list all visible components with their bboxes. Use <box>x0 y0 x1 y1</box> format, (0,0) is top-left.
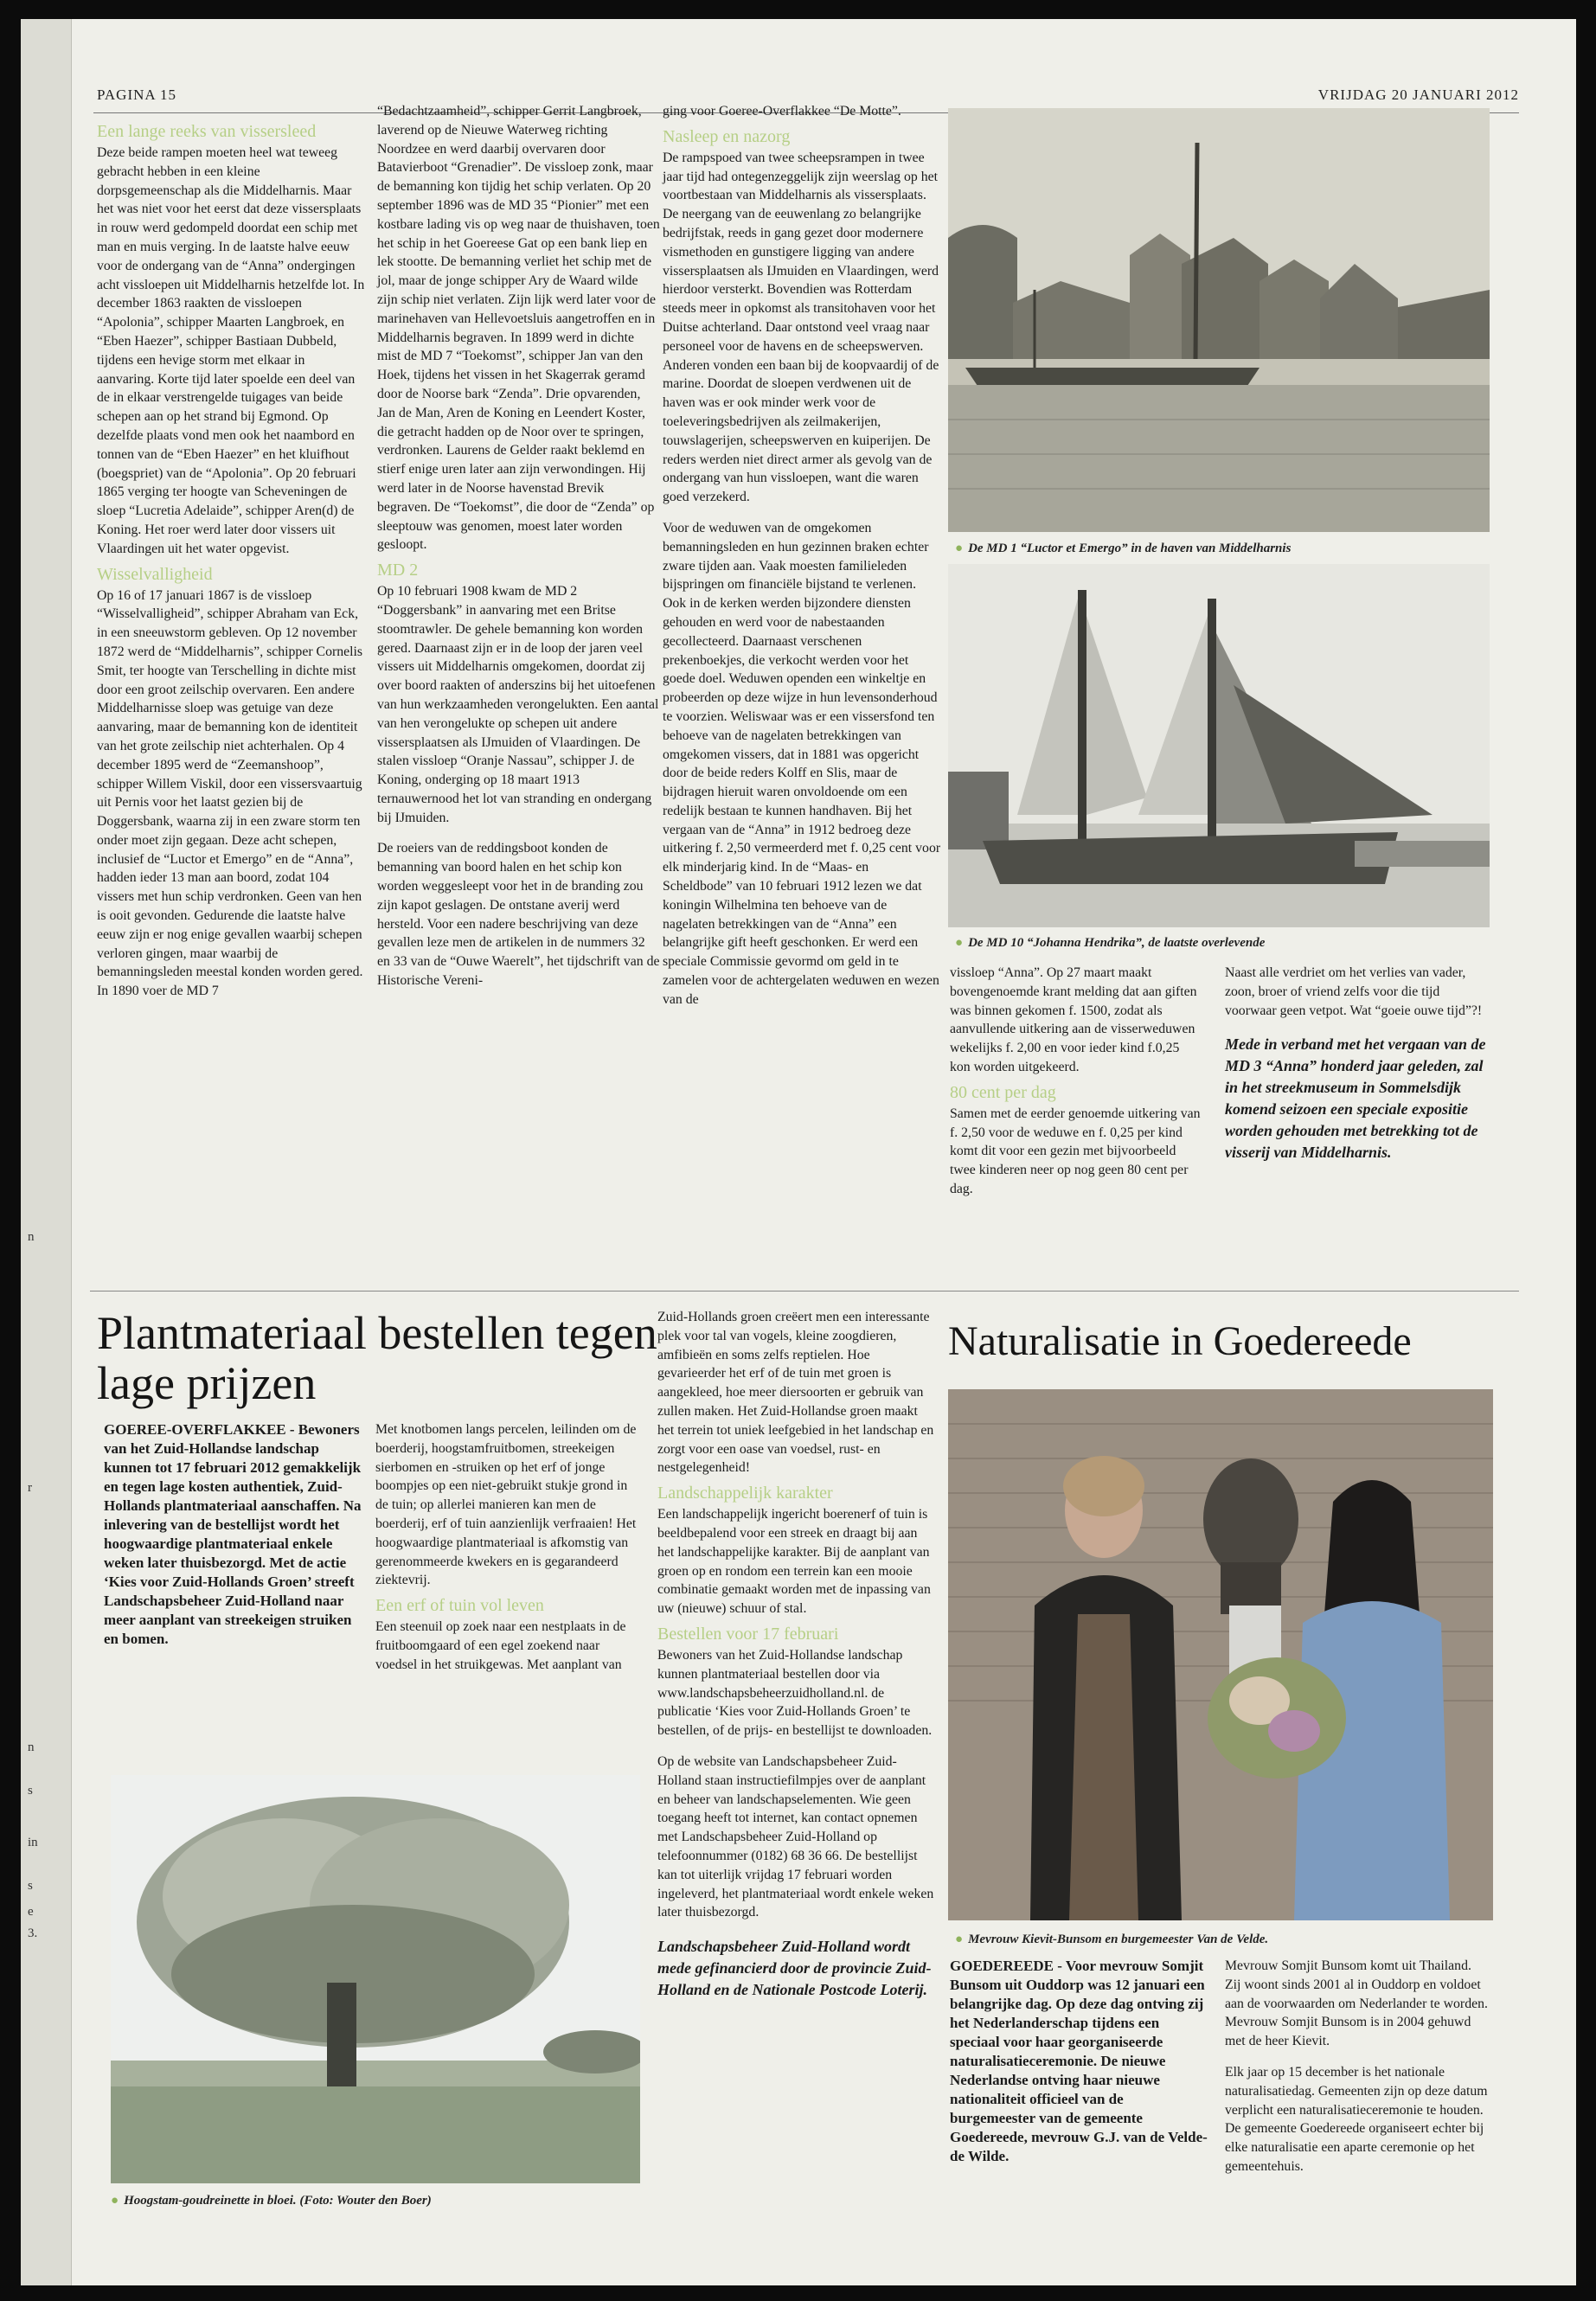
paragraph: Met knotbomen langs percelen, leilinden om de boerderij, hoogstamfruitbomen, streekeigen sierbomen en -struiken op het erf of jonge boompjes op een niet-gebruikt stukje grond in de tuin; op allerlei manieren kan men de boerderij, erf of tuin aanzienlijk verfraaien! Het hoogwaardige plantmateriaal is afkomstig van gerenommeerde kwekers en is gegarandeerd ziektevrij. <box>375 1422 637 1588</box>
paragraph: Op 10 februari 1908 kwam de MD 2 “Doggersbank” in aanvaring met een Britse stoomtrawler. De gehele bemanning kon worden gered. Daarnaast zijn er in de loop der jaren veel vissers uit Middelharnis omgekomen, doordat zij over boord raakten of anderszins bij het uitoefenen van hun werkzaamheden verongelukten. Een aantal van hen verongelukte op schepen uit andere vissersplaatsen als IJmuiden of Vlaardingen. De stalen vissloep “Oranje Nassau”, schipper J. de Koning, onderging op 18 maart 1913 ternauwernood het lot van stranding en ondergang bij IJmuiden. <box>377 584 659 825</box>
naturalisation-headline: Naturalisatie in Goedereede <box>948 1318 1412 1364</box>
sailboat-photo-svg <box>948 564 1490 927</box>
subheading: Een erf of tuin vol leven <box>375 1596 544 1616</box>
plant-col-1 <box>104 1420 363 1649</box>
subheading: Wisselvalligheid <box>97 564 213 584</box>
margin-letter: in <box>28 1836 38 1849</box>
margin-letter: 3. <box>28 1926 38 1940</box>
fishing-col-2 <box>377 102 661 990</box>
margin-letter: r <box>28 1481 32 1495</box>
paragraph: Op de website van Landschapsbeheer Zuid-Holland staan instructiefilmpjes over de aanplant en beheer van landschapselementen. Wie geen toegang heeft tot internet, kan contact opnemen met Landschapsbeheer Zuid-Holland op telefoonnummer (0182) 68 36 66. De bestellijst kan tot uiterlijk vrijdag 17 februari worden ingeleverd, het plantmateriaal wordt enkele weken later thuisbezorgd. <box>657 1753 934 1920</box>
orchard-photo <box>111 1775 640 2183</box>
margin-letter: e <box>28 1905 34 1919</box>
ceremony-photo <box>948 1389 1493 1920</box>
margin-letter: n <box>28 1740 35 1754</box>
subheading: MD 2 <box>377 561 419 580</box>
fishing-col-1 <box>97 116 365 1001</box>
caption-bullet: ● <box>955 542 964 555</box>
margin-letter: s <box>28 1879 33 1893</box>
caption-bullet: ● <box>955 936 964 950</box>
orchard-photo-svg <box>111 1775 640 2183</box>
naturalisation-col-1 <box>950 1957 1209 2166</box>
lead-paragraph: GOEDEREEDE - Voor mevrouw Somjit Bunsom uit Ouddorp was 12 januari een belangrijke dag. Op deze dag ontving zij het Nederlanderschap tijdens een speciaal voor haar georganiseerde naturalisatieceremonie. De nieuwe Nederlandse ontving haar nieuwe nationaliteit officieel van de burgemeester van de gemeente Goedereede, mevrouw G.J. van de Velde-de Wilde. <box>950 1958 1208 2164</box>
plant-col-2 <box>375 1420 644 1675</box>
paragraph: Naast alle verdriet om het verlies van vader, zoon, broer of vriend zelfs voor die tijd voorwaar geen vetpot. Wat “goeie ouwe tijd”?! <box>1225 965 1483 1018</box>
margin-letter: n <box>28 1230 35 1244</box>
subheading: Landschappelijk karakter <box>657 1484 833 1503</box>
sailboat-caption: De MD 10 “Johanna Hendrika”, de laatste overlevende <box>968 936 1266 950</box>
newspaper-page <box>21 19 1576 2285</box>
paragraph: Mevrouw Somjit Bunsom komt uit Thailand. Zij woont sinds 2001 al in Ouddorp en voldoet aan de voorwaarden om Nederlander te worden. Mevrouw Somjit Bunsom is in 2004 gehuwd met de heer Kievit. <box>1225 1958 1488 2049</box>
paragraph: “Bedachtzaamheid”, schipper Gerrit Langbroek, laverend op de Nieuwe Waterweg richting Noordzee en werd daarbij overvaren door Batavierboot “Grenadier”. De vissloep zonk, maar de bemanning kon tijdig het schip verlaten. Op 20 september 1896 was de MD 35 “Pionier” met een kostbare lading vis op weg naar de thuishaven, toen het schip in het Goereese Gat op een bank liep en lek stootte. De bemanning verliet het schip met de jol, maar de jonge schipper Ary de Waard wilde zijn schip niet verlaten. Zijn lijk werd later voor de marinehaven van Hellevoetsluis aangetroffen en in Middelharnis begraven. In 1899 werd in dichte mist de MD 7 “Toekomst”, schipper Jan van den Hoek, tijdens het vissen in het Skagerrak geramd door de Noorse bark “Zenda”. Drie opvarenden, Jan de Man, Aren de Koning en Leendert Koster, die getracht hadden op de Noor over te springen, verdronken. Laurens de Gelder raakt beklemd en stierf enige uren later aan zijn verwondingen. Hij werd later in de Noorse havenstad Brevik begraven. De “Toekomst”, die door de “Zenda” op sleeptouw was genomen, moest later worden gesloopt. <box>377 104 660 553</box>
issue-date: VRIJDAG 20 JANUARI 2012 <box>1317 87 1519 103</box>
orchard-caption: Hoogstam-goudreinette in bloei. (Foto: Wouter den Boer) <box>124 2194 432 2208</box>
subheading: Bestellen voor 17 februari <box>657 1624 839 1644</box>
paragraph: Samen met de eerder genoemde uitkering van f. 2,50 voor de weduwe en f. 0,25 per kind komt dit voor een gezin met bijvoorbeeld twee kinderen neer op nog geen 80 cent per dag. <box>950 1106 1201 1196</box>
paragraph: Bewoners van het Zuid-Hollandse landschap kunnen plantmateriaal bestellen door via www.landschapsbeheerzuidholland.nl. de publicatie ‘Kies voor Zuid-Hollands Groen’ te bestellen, of de prijs- en bestellijst te downloaden. <box>657 1647 933 1739</box>
paragraph: De rampspoed van twee scheepsrampen in twee jaar tijd had ontegenzeggelijk zijn weerslag op het voortbestaan van Middelharnis als vissersplaats. De neergang van de eeuwenlang zo belangrijke bedrijfstak, reeds in gang gezet door modernere vismethoden en gunstigere ligging van andere vissersplaatsen als IJmuiden en Vlaardingen, werd hierdoor versterkt. Bovendien was Rotterdam steeds meer in opkomst als transitohaven voor het Duitse achterland. Daar ontstond veel vraag naar personeel voor de havens en de scheepswerven. Anderen vonden een baan bij de koopvaardij of de marine. Doordat de sloepen verdwenen uit de haven was er ook minder werk voor de toeleveringsbedrijven als zeilmakerijen, touwslagerijen, scheepswerven en kuiperijen. De reders werden niet direct armer als gevolg van de ondergang van hun vissloepen, want die waren goed verzekerd. <box>663 150 939 505</box>
harbour-caption: De MD 1 “Luctor et Emergo” in de haven van Middelharnis <box>968 542 1292 555</box>
plant-headline: Plantmateriaal bestellen tegen lage prijzen <box>97 1307 657 1409</box>
section-divider <box>90 1291 1519 1292</box>
harbour-photo-svg <box>948 108 1490 532</box>
harbour-photo <box>948 108 1490 532</box>
lead-paragraph: GOEREE-OVERFLAKKEE - Bewoners van het Zuid-Hollandse landschap kunnen tot 17 februari 2012 gemakkelijk en tegen lage kosten authentiek, Zuid-Hollands plantmateriaal aanschaffen. Na inlevering van de bestellijst wordt het hoogwaardige plantmateriaal enkele weken later thuisbezorgd. Met de actie ‘Kies voor Zuid-Hollands Groen’ streeft Landschapsbeheer Zuid-Holland naar meer aanplant van streekeigen struiken en bomen. <box>104 1421 362 1647</box>
ceremony-photo-svg <box>948 1389 1493 1920</box>
caption-bullet: ● <box>955 1932 964 1946</box>
paragraph: Voor de weduwen van de omgekomen bemanningsleden en hun gezinnen braken echter zware tijden aan. Vaak moesten familieleden bijspringen om financiële bijstand te verlenen. Ook in de kerken werden bijzondere diensten gehouden en werd voor de nabestaanden gecollecteerd. Daarnaast verschenen prekenboekjes, die verkocht werden voor het goede doel. Weduwen openden een winkeltje en probeerden op deze wijze in hun levensonderhoud te voorzien. Weliswaar was er een vissersfond ten behoeve van de nagelaten betrekkingen van omgekomen vissers, dat in 1881 was opgericht door de beide reders Kolff en Slis, maar de bijdragen hieruit waren onvoldoende om een redelijk bestaan te kunnen handhaven. Bij het vergaan van de “Anna” in 1912 bedroeg deze uitkering f. 2,50 vermeerderd met f. 0,25 cent voor elk minderjarig kind. In de “Maas- en Scheldbode” van 10 februari 1912 lezen we dat koningin Wilhelmina ten behoeve van de nagelaten betrekkingen van de “Anna” een belangrijke gift heeft geschonken. Er werd een speciale Commissie gevormd om geld in te zamelen voor de achtergelaten weduwen en wezen van de <box>663 520 941 1007</box>
paragraph: Een steenuil op zoek naar een nestplaats in de fruitboomgaard of een egel zoekend naar voedsel in het struikgewas. Met aanplant van <box>375 1619 626 1672</box>
naturalisation-col-2 <box>1225 1957 1490 2176</box>
fishing-col-4 <box>950 964 1201 1199</box>
paragraph: vissloep “Anna”. Op 27 maart maakt bovengenoemde krant melding dat aan giften was binnen gekomen f. 1500, zodat als aanvullende uitkering aan de visserweduwen wekelijks f. 2,00 en voor ieder kind f.0,25 kon worden uitgekeerd. <box>950 965 1197 1074</box>
subheading: 80 cent per dag <box>950 1082 1056 1102</box>
previous-page-edge <box>21 19 72 2285</box>
paragraph: Een landschappelijk ingericht boerenerf of tuin is beeldbepalend voor een streek en draagt bij aan het landschappelijke karakter. Bij de aanplant van groen op en rondom een terrein kan een mooie combinatie gemaakt worden met de inpassing van uw (nieuwe) schuur of stal. <box>657 1507 931 1617</box>
margin-letter: s <box>28 1784 33 1798</box>
paragraph: Deze beide rampen moeten heel wat teweeg gebracht hebben in een kleine dorpsgemeenschap als die Middelharnis. Maar het was niet voor het eerst dat deze vissersplaats in rouw werd gedompeld doordat een schip met man en muis verging. In de laatste halve eeuw voor de ondergang van de “Anna” ondergingen acht vissloepen uit Middelharnis hetzelfde lot. In december 1863 raakten de vissloepen “Apolonia”, schipper Maarten Langbroek, en “Eben Haezer”, schipper Bastiaan Dubbeld, tijdens een hevige storm met elkaar in aanvaring. Korte tijd later spoelde een deel van de in elkaar verstrengelde tuigages van beide schepen aan op het strand bij Egmond. Op dezelfde plaats vond men ook het naambord en tonnen van de “Eben Haezer” en het kluifhout (boegspriet) van de “Apolonia”. Op 20 februari 1865 verging ter hoogte van Scheveningen de sloep “Lucretia Adelaide”, schipper Aren(d) de Koning. Het roer werd later door vissers uit Vlaardingen uit het water opgevist. <box>97 145 365 556</box>
fishing-col-3 <box>663 102 941 1009</box>
ceremony-caption: Mevrouw Kievit-Bunsom en burgemeester Van de Velde. <box>968 1932 1269 1946</box>
plant-col-3 <box>657 1308 934 2001</box>
paragraph: Op 16 of 17 januari 1867 is de vissloep “Wisselvalligheid”, schipper Abraham van Eck, in een sneeuwstorm gebleven. Op 12 november 1872 werd de “Middelharnis”, schipper Cornelis Smit, ter hoogte van Terschelling in dichte mist door een groot zeilschip overvaren. Een andere Middelharnisse sloep was getuige van deze aanvaring, maar de bemanning kon de identiteit van het grote zeilschip niet achterhalen. Op 4 december 1895 werd de “Zeemanshoop”, schipper Willem Viskil, door een vissersvaartuig uit Pernis voor het laatst gezien bij de Doggersbank, waarna zij in een zware storm ten onder moet zijn gegaan. Deze acht schepen, inclusief de “Luctor et Emergo” en de “Anna”, hadden ieder 13 man aan boord, zodat 104 vissers met hun schip verdronken. Geen van hen is ooit gevonden. Gedurende die laatste halve eeuw zijn er nog enige gevallen waarbij schepen verloren gingen, maar waarbij de bemanningsleden meestal konden worden gered. In 1890 voer de MD 7 <box>97 587 363 999</box>
subheading: Een lange reeks van vissersleed <box>97 122 317 141</box>
page-number: PAGINA 15 <box>97 87 176 103</box>
caption-bullet: ● <box>111 2194 119 2208</box>
paragraph: ging voor Goeree-Overflakkee “De Motte”. <box>663 104 901 119</box>
sailboat-photo <box>948 564 1490 927</box>
italic-note: Mede in verband met het vergaan van de MD 3 “Anna” honderd jaar geleden, zal in het streekmuseum in Sommelsdijk komend seizoen een speciale expositie worden gehouden met betrekking tot de visserij van Middelharnis. <box>1225 1035 1486 1162</box>
paragraph: Zuid-Hollands groen creëert men een interessante plek voor tal van vogels, kleine zoogdieren, amfibieën en soms zelfs reptielen. Hoe gevarieerder het erf of de tuin met groen is aangekleed, hoe meer diersoorten er gebruik van zullen maken. Het Zuid-Hollandse groen maakt het terrein tot uniek leefgebied in het landschap en zorgt voor een oase van voedsel, rust- en nestgelegenheid! <box>657 1310 934 1476</box>
paragraph: De roeiers van de reddingsboot konden de bemanning van boord halen en het schip kon worden weggesleept voor het in de branding zou zijn kapot geslagen. De ontstane averij werd hersteld. Voor een nadere beschrijving van deze gevallen leze men de artikelen in de nummers 32 en 33 van de “Ouwe Waerelt”, het tijdschrift van de Historische Vereni- <box>377 841 660 989</box>
subheading: Nasleep en nazorg <box>663 126 791 146</box>
italic-note: Landschapsbeheer Zuid-Holland wordt mede gefinancierd door de provincie Zuid-Holland en de Nationale Postcode Loterij. <box>657 1938 932 1999</box>
paragraph: Elk jaar op 15 december is het nationale naturalisatiedag. Gemeenten zijn op deze datum verplicht een naturalisatieceremonie te houden. De gemeente Goedereede organiseert echter bij elke naturalisatie een aparte ceremonie op het gemeentehuis. <box>1225 2064 1488 2174</box>
fishing-col-5 <box>1225 964 1490 1163</box>
